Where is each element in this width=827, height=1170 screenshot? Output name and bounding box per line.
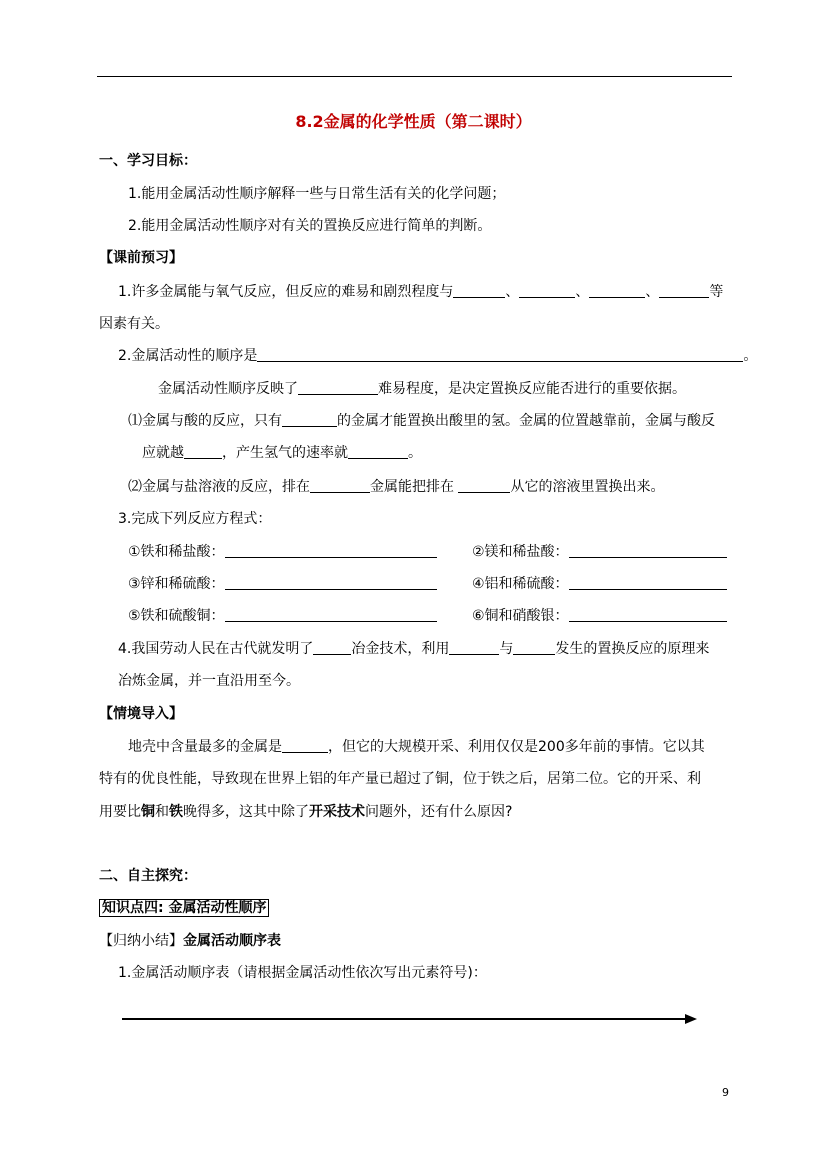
emphasis-iron: 铁: [169, 804, 183, 820]
equation-label: ⑥铜和硝酸银：: [472, 608, 569, 624]
answer-blank[interactable]: [569, 607, 727, 622]
text: 冶金技术，利用: [351, 641, 450, 657]
answer-blank[interactable]: [513, 640, 555, 655]
text: 从它的溶液里置换出来。: [510, 479, 665, 495]
question-1: [118, 281, 723, 301]
question-3: 3.完成下列反应方程式：: [118, 511, 272, 527]
knowledge-point-box: [99, 897, 269, 917]
answer-blank[interactable]: [257, 347, 743, 362]
answer-blank[interactable]: [184, 444, 222, 459]
section-heading-intro: 【情境导入】: [99, 706, 183, 722]
text: ，但它的大规模开采、利用仅仅是200多年前的事情。它以其: [328, 739, 705, 755]
answer-blank[interactable]: [282, 738, 328, 753]
question-4: [118, 638, 709, 658]
section-heading-explore: 二、自主探究：: [99, 868, 197, 884]
emphasis-mining-tech: 开采技术: [309, 804, 365, 820]
answer-blank[interactable]: [225, 607, 437, 622]
text: ，产生氢气的速率就: [222, 445, 348, 461]
separator: 、: [575, 284, 590, 300]
equation-label: ⑤铁和硫酸铜：: [128, 608, 225, 624]
equation-label: ①铁和稀盐酸：: [128, 544, 225, 560]
answer-blank[interactable]: [519, 283, 575, 298]
activity-series-arrow: [122, 1012, 697, 1026]
answer-blank[interactable]: [569, 543, 727, 558]
header-rule: [97, 76, 732, 77]
equation-3: [128, 573, 437, 593]
intro-line-3: [99, 801, 512, 821]
text: ⑴金属与酸的反应，只有: [128, 413, 282, 429]
text: 金属能把排在: [370, 479, 459, 495]
objective-2: 2.能用金属活动性顺序对有关的置换反应进行简单的判断。: [128, 218, 492, 234]
page-title: 8.2金属的化学性质（第二课时）: [295, 112, 532, 131]
equation-label: ③锌和稀硫酸：: [128, 576, 225, 592]
activity-series-instruction: 1.金属活动顺序表（请根据金属活动性依次写出元素符号)：: [118, 965, 487, 981]
text: 的金属才能置换出酸里的氢。金属的位置越靠前，金属与酸反: [337, 413, 715, 429]
point-1-line2: [142, 442, 422, 462]
knowledge-point-label: 知识点四: 金属活动性顺序: [99, 899, 269, 917]
answer-blank[interactable]: [348, 444, 408, 459]
page-number: 9: [722, 1086, 729, 1099]
answer-blank[interactable]: [225, 575, 437, 590]
answer-blank[interactable]: [282, 412, 337, 427]
question-4-line2: 冶炼金属，并一直沿用至今。: [118, 673, 300, 689]
answer-blank[interactable]: [453, 283, 505, 298]
point-1: [128, 410, 715, 430]
answer-blank[interactable]: [659, 283, 709, 298]
answer-blank[interactable]: [449, 640, 499, 655]
summary-heading: [99, 930, 281, 950]
equation-6: [472, 605, 727, 625]
text: 与: [499, 641, 514, 657]
equation-2: [472, 541, 727, 561]
question-2: [118, 345, 757, 365]
answer-blank[interactable]: [569, 575, 727, 590]
separator: 、: [505, 284, 520, 300]
equation-label: ④铝和稀硫酸：: [472, 576, 569, 592]
question-1-line2: 因素有关。: [99, 316, 169, 332]
separator: 、: [645, 284, 660, 300]
text: 用要比: [99, 804, 141, 820]
section-heading-objectives: 一、学习目标：: [99, 153, 197, 169]
answer-blank[interactable]: [298, 380, 378, 395]
question-1-text: 1.许多金属能与氧气反应，但反应的难易和剧烈程度与: [118, 284, 454, 300]
answer-blank[interactable]: [313, 640, 351, 655]
objective-1: 1.能用金属活动性顺序解释一些与日常生活有关的化学问题；: [128, 186, 506, 202]
equation-1: [128, 541, 437, 561]
answer-blank[interactable]: [310, 478, 370, 493]
question-1-end: 等: [709, 284, 724, 300]
text: ⑵金属与盐溶液的反应，排在: [128, 479, 310, 495]
question-2-end: 。: [743, 348, 758, 364]
summary-tag: 【归纳小结】: [99, 933, 183, 949]
text: 问题外，还有什么原因?: [365, 804, 513, 820]
text: 和: [155, 804, 169, 820]
question-2-text: 2.金属活动性的顺序是: [118, 348, 258, 364]
equation-label: ②镁和稀盐酸：: [472, 544, 569, 560]
text: 地壳中含量最多的金属是: [128, 739, 282, 755]
text: 应就越: [142, 445, 184, 461]
answer-blank[interactable]: [225, 543, 437, 558]
summary-title: 金属活动顺序表: [183, 933, 281, 949]
equation-4: [472, 573, 727, 593]
question-2-line2: [158, 378, 686, 398]
text: 晚得多，这其中除了: [183, 804, 309, 820]
emphasis-copper: 铜: [141, 804, 155, 820]
text: 金属活动性顺序反映了: [158, 381, 298, 397]
intro-line-2: 特有的优良性能，导致现在世界上铝的年产量已超过了铜，位于铁之后，居第二位。它的开采、利: [99, 771, 701, 787]
text: 4.我国劳动人民在古代就发明了: [118, 641, 314, 657]
text: 。: [408, 445, 422, 461]
equation-5: [128, 605, 437, 625]
answer-blank[interactable]: [458, 478, 510, 493]
text: 难易程度，是决定置换反应能否进行的重要依据。: [378, 381, 686, 397]
text: 发生的置换反应的原理来: [555, 641, 710, 657]
answer-blank[interactable]: [589, 283, 645, 298]
point-2: [128, 476, 664, 496]
intro-line-1: [128, 736, 705, 756]
section-heading-preview: 【课前预习】: [99, 250, 183, 266]
